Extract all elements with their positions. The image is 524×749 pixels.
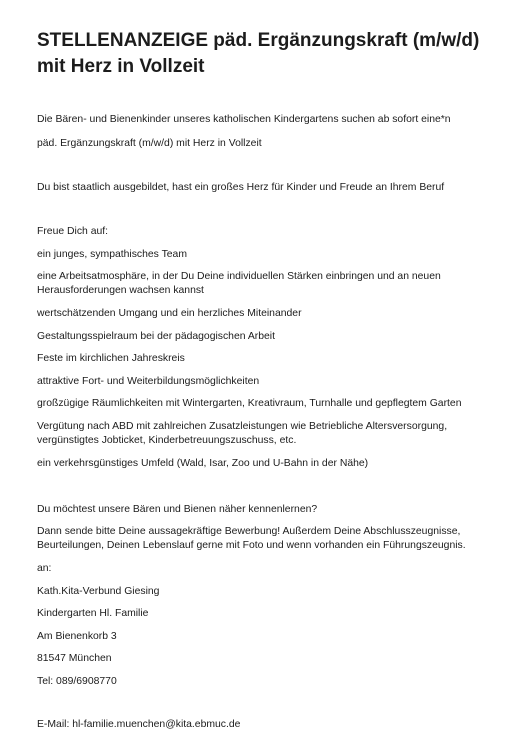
closing-apply-line-2: Beurteilungen, Deinen Lebenslauf gerne mit Foto und wenn vorhanden ein Führungszeugnis. — [37, 540, 466, 551]
title-word-an: AN — [123, 30, 152, 51]
intro-line-1: Die Bären- und Bienenkinder unseres katholischen Kindergartens suchen ab sofort eine*n — [37, 114, 451, 125]
address-org: Kath.Kita-Verbund Giesing — [37, 586, 160, 597]
offer-item: ein junges, sympathisches Team — [37, 249, 187, 260]
intro-line-2: päd. Ergänzungskraft (m/w/d) mit Herz in Vollzeit — [37, 138, 262, 149]
title-word-stellen: STELLEN — [37, 30, 124, 51]
offer-item: ein verkehrsgünstiges Umfeld (Wald, Isar, Zoo und U-Bahn in der Nähe) — [37, 458, 369, 469]
email-contact[interactable]: E-Mail: hl-familie.muenchen@kita.ebmuc.de — [37, 719, 241, 730]
offer-item: Vergütung nach ABD mit zahlreichen Zusatzleistungen wie Betriebliche Altersversorgung, — [37, 421, 448, 432]
offer-item: Feste im kirchlichen Jahreskreis — [37, 353, 185, 364]
title-line-2: mit Herz in Vollzeit — [37, 56, 205, 77]
offer-item: Herausforderungen wachsen kannst — [37, 285, 204, 296]
address-city: 81547 München — [37, 653, 112, 664]
requirement-text: Du bist staatlich ausgebildet, hast ein großes Herz für Kinder und Freude an Ihrem Beruf — [37, 182, 445, 193]
address-street: Am Bienenkorb 3 — [37, 631, 117, 642]
offer-item: attraktive Fort- und Weiterbildungsmöglichkeiten — [37, 376, 260, 387]
offer-item: eine Arbeitsatmosphäre, in der Du Deine individuellen Stärken einbringen und an neuen — [37, 271, 441, 282]
offer-heading: Freue Dich auf: — [37, 226, 109, 237]
offer-item: wertschätzenden Umgang und ein herzliches Miteinander — [37, 308, 302, 319]
closing-apply-line-1: Dann sende bitte Deine aussagekräftige Bewerbung! Außerdem Deine Abschlusszeugnisse, — [37, 526, 461, 537]
address-kita: Kindergarten Hl. Familie — [37, 608, 149, 619]
offer-item: vergünstigtes Jobticket, Kinderbetreuungszuschuss, etc. — [37, 435, 297, 446]
address-phone: Tel: 089/6908770 — [37, 676, 117, 687]
offer-item: Gestaltungsspielraum bei der pädagogischen Arbeit — [37, 331, 275, 342]
title-line-1 — [37, 28, 479, 54]
closing-question: Du möchtest unsere Bären und Bienen näher kennenlernen? — [37, 504, 318, 515]
page-title — [37, 28, 479, 80]
address-to: an: — [37, 563, 52, 574]
title-rest: ZEIGE päd. Ergänzungskraft (m/w/d) — [151, 30, 480, 51]
offer-item: großzügige Räumlichkeiten mit Wintergarten, Kreativraum, Turnhalle und gepflegtem Garten — [37, 398, 462, 409]
